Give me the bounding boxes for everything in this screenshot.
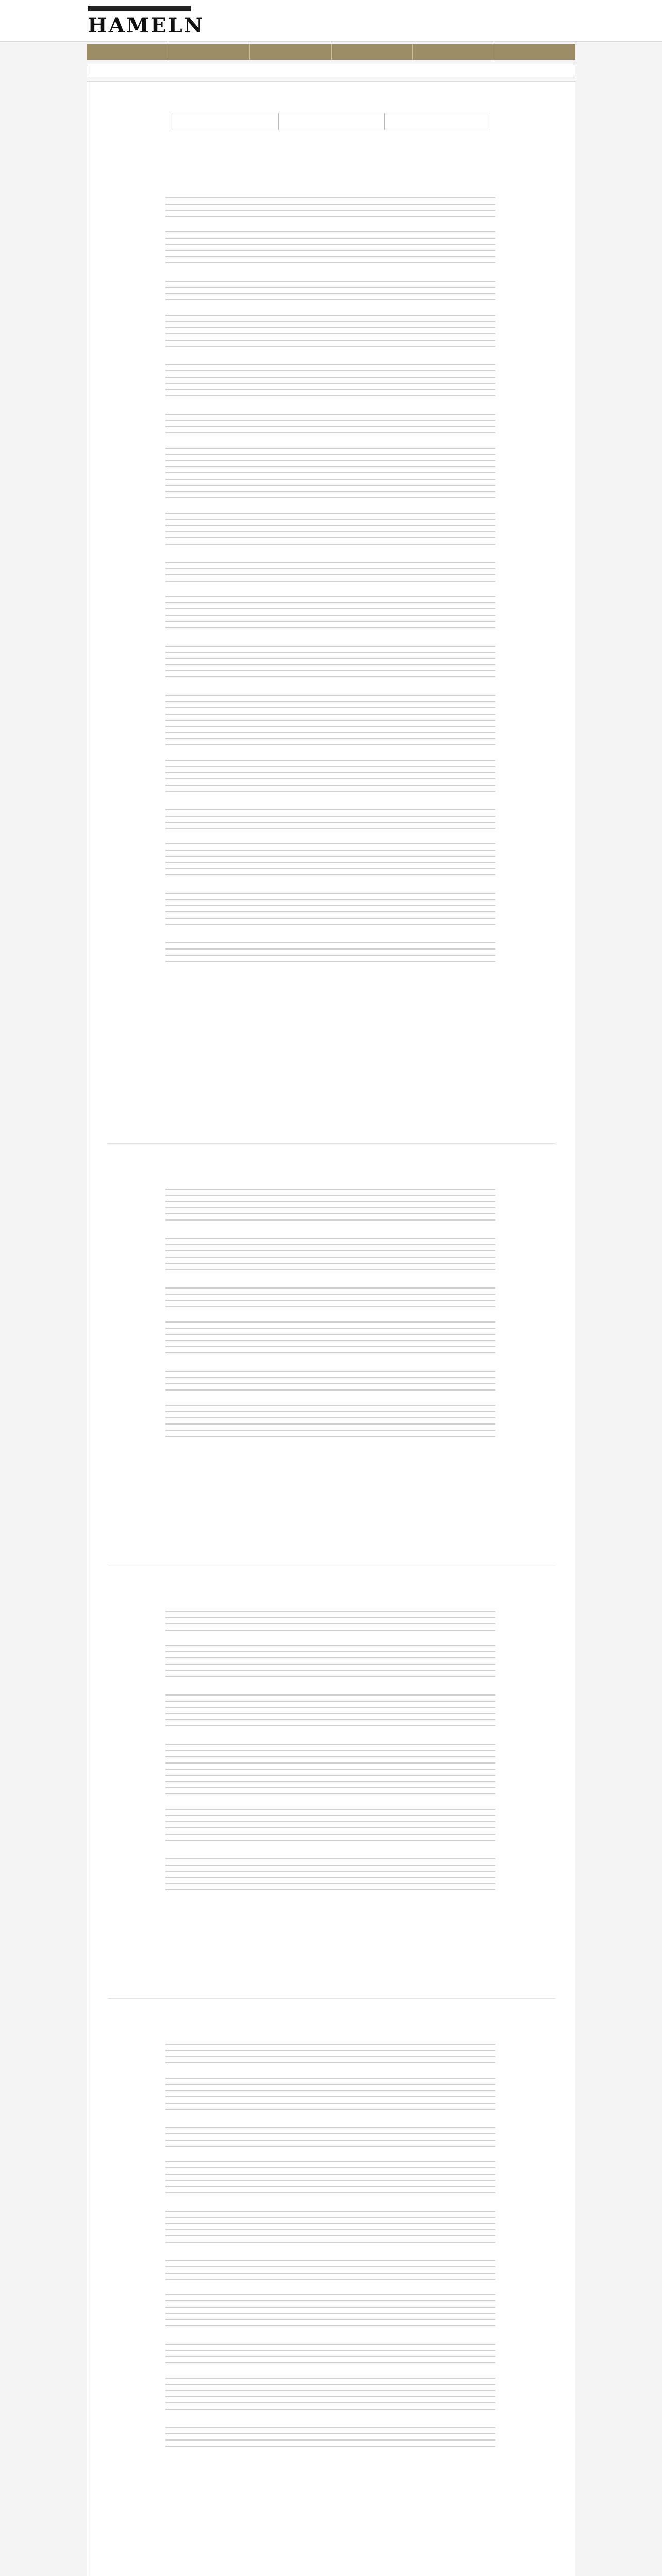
- global-nav-item[interactable]: [413, 44, 494, 60]
- paragraph-placeholder: [166, 562, 495, 583]
- paragraph-placeholder: [166, 1321, 495, 1358]
- paragraph-placeholder: [166, 942, 495, 963]
- paragraph-placeholder: [166, 2044, 495, 2064]
- paragraph-placeholder: [166, 1809, 495, 1845]
- global-nav-item[interactable]: [332, 44, 413, 60]
- site-header: [0, 0, 662, 42]
- paragraph-placeholder: [166, 2078, 495, 2114]
- sub-nav: [87, 64, 575, 77]
- logo-stripe: [88, 6, 191, 11]
- paragraph-placeholder: [166, 414, 495, 434]
- prev-chapter-link[interactable]: [173, 113, 279, 130]
- paragraph-placeholder: [166, 513, 495, 549]
- paragraph-placeholder: [166, 843, 495, 879]
- paragraph-placeholder: [166, 809, 495, 830]
- paragraph-placeholder: [166, 2127, 495, 2148]
- diary-entry: [166, 2029, 495, 2461]
- global-nav-item[interactable]: [87, 44, 168, 60]
- paragraph-placeholder: [166, 1858, 495, 1894]
- paragraph-placeholder: [166, 2161, 495, 2197]
- diary-entry: [166, 1174, 495, 1454]
- paragraph-placeholder: [166, 1744, 495, 1795]
- diary-entry: [166, 183, 495, 976]
- paragraph-placeholder: [166, 364, 495, 400]
- global-nav: [87, 44, 575, 60]
- chapter-pager: [173, 113, 490, 130]
- paragraph-placeholder: [166, 1405, 495, 1441]
- paragraph-placeholder: [166, 1371, 495, 1392]
- site-logo[interactable]: [87, 4, 205, 38]
- entry-body: [166, 2044, 495, 2448]
- content-card: [87, 81, 575, 2576]
- paragraph-placeholder: [166, 197, 495, 218]
- entry-divider: [108, 1998, 555, 1999]
- global-nav-item[interactable]: [494, 44, 575, 60]
- entry-body: [166, 197, 495, 963]
- entry-divider: [108, 1143, 555, 1144]
- paragraph-placeholder: [166, 596, 495, 632]
- paragraph-placeholder: [166, 1287, 495, 1308]
- global-nav-item[interactable]: [250, 44, 331, 60]
- paragraph-placeholder: [166, 1611, 495, 1632]
- global-nav-item[interactable]: [168, 44, 250, 60]
- paragraph-placeholder: [166, 315, 495, 351]
- logo-wordmark: HAMELN: [88, 13, 205, 38]
- paragraph-placeholder: [166, 2294, 495, 2330]
- paragraph-placeholder: [166, 2211, 495, 2247]
- paragraph-placeholder: [166, 1694, 495, 1731]
- table-of-contents-link[interactable]: [279, 113, 385, 130]
- paragraph-placeholder: [166, 281, 495, 301]
- paragraph-placeholder: [166, 893, 495, 929]
- paragraph-placeholder: [166, 1189, 495, 1225]
- paragraph-placeholder: [166, 2260, 495, 2281]
- next-chapter-link[interactable]: [385, 113, 490, 130]
- entry-body: [166, 1611, 495, 1894]
- paragraph-placeholder: [166, 646, 495, 682]
- paragraph-placeholder: [166, 448, 495, 499]
- paragraph-placeholder: [166, 760, 495, 796]
- paragraph-placeholder: [166, 2344, 495, 2364]
- paragraph-placeholder: [166, 2378, 495, 2414]
- diary-entry: [166, 1597, 495, 1908]
- entry-body: [166, 1189, 495, 1441]
- paragraph-placeholder: [166, 231, 495, 267]
- paragraph-placeholder: [166, 1238, 495, 1274]
- paragraph-placeholder: [166, 2427, 495, 2448]
- paragraph-placeholder: [166, 1645, 495, 1681]
- paragraph-placeholder: [166, 695, 495, 747]
